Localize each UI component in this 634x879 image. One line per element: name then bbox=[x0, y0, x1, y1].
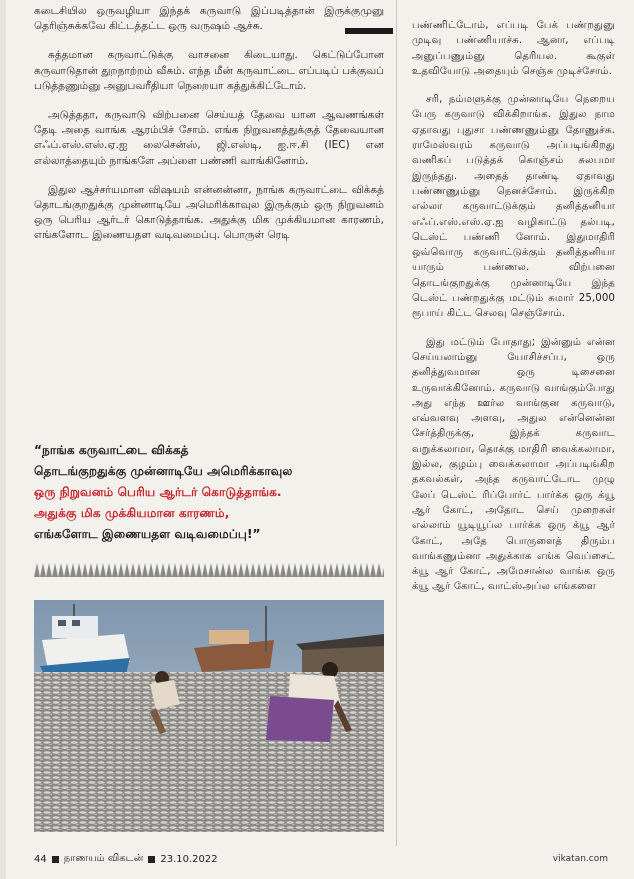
scan-edge bbox=[0, 0, 6, 879]
pull-quote-line-5: எங்களோட இணையதள வடிவமைப்பு!” bbox=[34, 527, 261, 541]
right-paragraph-2: சரி, நம்மளுக்கு முன்னாடியே நெறைய பேரு கருவாடு விக்கிறாங்க. இதுல நாம ஏதாவது புதுசா பண்ணணும்னு தோணுச்சு. ராமேஸ்வரம் கருவாடு அப்படிங்கிறது வணிகப் படுத்தக் கொஞ்சம் சுலபமா இருந்தது. அதைத் தாண்டி ஏதாவது பண்ணணும்னு நெனச்சோம். இருக்கிற எல்லா கருவாட்டுக்கும் தனித்தனியா எஃப்.எஸ்.எஸ்.ஏ.ஐ வழிகாட்டு தல்படி, டெஸ்ட் பண்ணி னோம். இதுமாதிரி ஒவ்வொரு கருவாட்டுக்கும் தனித்தனியா யாரும் பண்ணல. விற்பனை தொடங்குறதுக்கு முன்னாடியே இந்த டெஸ்ட் பண்றதுக்கு மட்டும் சுமார் 25,000 ரூபாய் கிட்ட செலவு செஞ்சோம். bbox=[412, 94, 615, 320]
right-column bbox=[412, 18, 615, 608]
square-bullet-icon bbox=[148, 856, 155, 863]
left-paragraph-2: சுத்தமான கருவாட்டுக்கு வாசனை கிடையாது. கெட்டுப்போன கருவாடுதான் துறநாற்றம் வீசும். எந்த மீன் கருவாட்டை எப்படிப் பக்குவப் படுத்தணும்னு அனுபவரீதியா நெறையா கத்துக்கிட்டோம். bbox=[34, 49, 384, 92]
left-column bbox=[34, 4, 384, 258]
square-bullet-icon bbox=[52, 856, 59, 863]
right-paragraph-3: இது மட்டும் போதாது; இன்னும் என்ன செய்யலாம்னு யோசிச்சப்ப, ஒரு தனித்துவமான ஒரு டிசைனை உருவாக்கினோம். கருவாடு வாங்கும்போது அது எந்த ஊர்ல வாங்குன கருவாடு, எவ்வளவு அளவு, அதுல என்னென்ன சேர்த்திருக்கு, இந்தக் கருவாட வறுக்கலாமா, தொக்கு மாதிரி வைக்கலாமா, இல்ல, குழம்பு வைக்கலாமா அப்படிங்கிற தகவல்கள், அந்த கருவாட்டோட முழு லேப் டெஸ்ட் ரிப்போர்ட் பார்க்க ஒரு க்யூ ஆர் கோட், அதோட செய் முறைகள் எல்லாம் யூடியூப்ல பார்க்க ஒரு க்யூ ஆர் கோட், அதே பொருளைத் திரும்ப வாங்கணும்னா அதுக்காக எங்க வெப்சைட் க்யூ ஆர் கோட், அமேசான்ல வாங்க ஒரு க்யூ ஆர் கோட், வாட்ஸ்அப்ல எங்களை bbox=[412, 336, 615, 593]
page-number: 44 bbox=[34, 853, 47, 865]
fish-drying-photo bbox=[34, 600, 384, 832]
pull-quote-line-2: தொடங்குறதுக்கு முன்னாடியே அமெரிக்காவுல bbox=[34, 464, 293, 478]
column-divider bbox=[396, 0, 397, 846]
pull-quote-line-3: ஒரு நிறுவனம் பெரிய ஆர்டர் கொடுத்தாங்க. bbox=[34, 485, 282, 499]
left-paragraph-4: இதுல ஆச்சர்யமான விஷயம் என்னன்னா, நாங்க கருவாட்டை விக்கத் தொடங்குறதுக்கு முன்னாடியே அமெரிக்காவுல இருக்கும் ஒரு நிறுவனம் ஒரு பெரிய ஆர்டர் கொடுத்தாங்க. அதுக்கு மிக முக்கியமான காரணம், எங்களோட இணையதள வடிவமைப்பு. பொருள் ரெடி bbox=[34, 183, 384, 242]
page-footer bbox=[34, 853, 218, 865]
decorative-bar bbox=[345, 28, 393, 34]
website-url: vikatan.com bbox=[552, 854, 608, 864]
left-paragraph-1: கடைசியில ஒருவழியா இந்தக் கருவாடு இப்படித்தான் இருக்குமுனு தெரிஞ்சுக்கவே கிட்டத்தட்ட ஒரு வருஷம் ஆச்சு. bbox=[34, 5, 384, 33]
pull-quote-line-1: “நாங்க கருவாட்டை விக்கத் bbox=[34, 443, 189, 457]
pull-quote bbox=[34, 440, 384, 545]
magazine-name: நாணயம் விகடன் bbox=[63, 853, 144, 864]
fish-drying-scene bbox=[34, 600, 384, 832]
issue-date: 23.10.2022 bbox=[160, 853, 218, 865]
zigzag-divider bbox=[34, 563, 384, 577]
right-paragraph-1: பண்ணிட்டோம், எப்படி பேக் பண்றதுனு முடிவு பண்ணியாச்சு. ஆனா, எப்படி அனுப்பணும்னு தெரியல. கூகுள் உதவியோடு அதையும் செஞ்சு முடிச்சோம். bbox=[412, 20, 615, 77]
pull-quote-line-4: அதுக்கு மிக முக்கியமான காரணம், bbox=[34, 506, 230, 520]
left-paragraph-3: அடுத்ததா, கருவாடு விற்பனை செய்யத் தேவை யான ஆவணங்கள் தேடி அதை வாங்க ஆரம்பிச் சோம். எங்க நிறுவனத்துக்குத் தேவையான எஃப்.எஸ்.எஸ்.ஏ.ஐ லைசென்ஸ், ஜி.எஸ்டி, ஐ.ஈ.சி (IEC) என எல்லாத்தையும் நாங்களே அப்ளை பண்ணி வாங்கினோம். bbox=[34, 109, 384, 167]
